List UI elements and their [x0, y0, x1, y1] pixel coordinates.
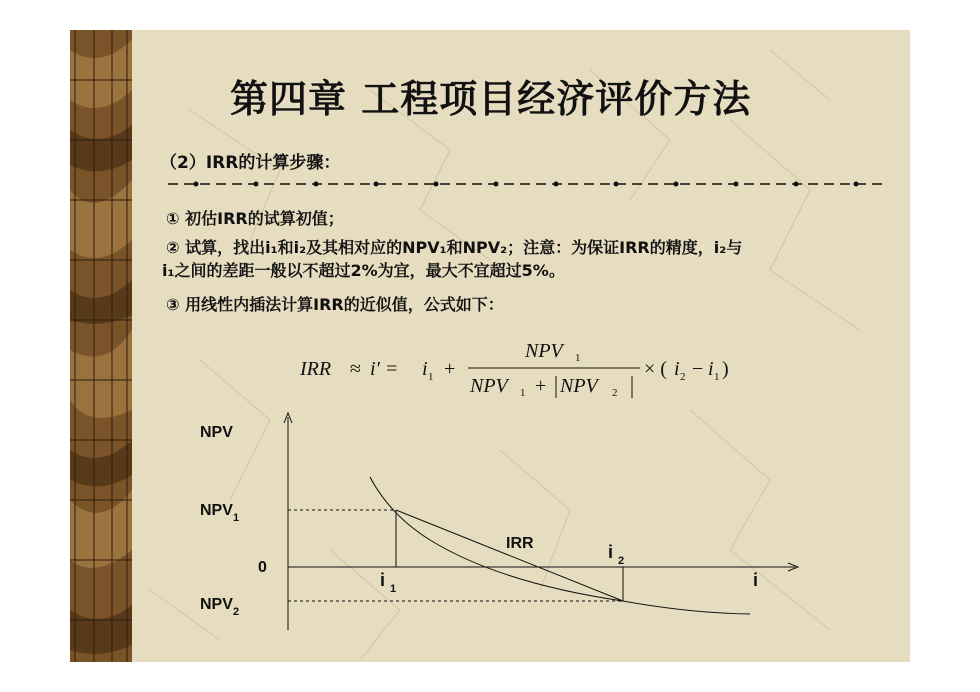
dashed-divider: [168, 178, 888, 190]
formula-numerator-sub: 1: [575, 352, 581, 364]
wood-sidebar: [70, 30, 132, 662]
y-axis-label: NPV: [200, 424, 233, 441]
formula-den-a: NPV: [470, 375, 508, 397]
formula-lhs: IRR: [300, 358, 332, 380]
formula-i2-sub: 2: [680, 371, 686, 383]
step-1: ① 初估IRR的试算初值；: [166, 209, 344, 228]
npv1-sub: 1: [233, 512, 240, 524]
formula-den-b-sub: 2: [612, 387, 618, 399]
formula-close: ): [722, 358, 729, 380]
i1-label: i: [380, 570, 386, 590]
step-2-continued: i₁之间的差距一般以不超过2%为宜，最大不宜超过5%。: [162, 261, 565, 280]
npv2-sub: 2: [233, 606, 240, 618]
formula-numerator: NPV: [525, 340, 563, 362]
formula-den-a-sub: 1: [520, 387, 526, 399]
npv-curve: [370, 477, 750, 614]
npv1-label: NPV: [200, 502, 233, 519]
i1-sub: 1: [390, 583, 397, 595]
formula-den-plus: +: [535, 375, 547, 397]
formula-i2: i: [674, 358, 680, 380]
formula-i1: i: [422, 358, 428, 380]
interpolation-chord: [396, 510, 623, 601]
irr-label: IRR: [506, 535, 534, 552]
zero-label: 0: [258, 559, 267, 576]
i2-label: i: [608, 542, 614, 562]
npv2-label: NPV: [200, 596, 233, 613]
section-subheading: （2）IRR的计算步骤：: [160, 153, 341, 173]
slide: [70, 30, 910, 662]
formula-approx: ≈: [350, 358, 361, 380]
formula-i1b-sub: 1: [714, 371, 720, 383]
formula-iprime: i′ =: [370, 358, 399, 380]
irr-formula: [230, 330, 730, 410]
x-axis-label: i: [753, 570, 759, 590]
formula-times: × (: [644, 358, 667, 380]
formula-i1b: i: [708, 358, 714, 380]
step-2: ② 试算，找出i₁和i₂及其相对应的NPV₁和NPV₂；注意：为保证IRR的精度，i₂与: [166, 238, 743, 257]
formula-minus: −: [692, 358, 704, 380]
formula-den-b: NPV: [560, 375, 598, 397]
slide-title: 第四章 工程项目经济评价方法: [230, 77, 752, 121]
step-3: ③ 用线性内插法计算IRR的近似值，公式如下：: [166, 295, 504, 314]
formula-i1-sub: 1: [428, 371, 434, 383]
npv-irr-graph: [170, 405, 810, 655]
i2-sub: 2: [618, 555, 625, 567]
formula-plus: +: [444, 358, 456, 380]
